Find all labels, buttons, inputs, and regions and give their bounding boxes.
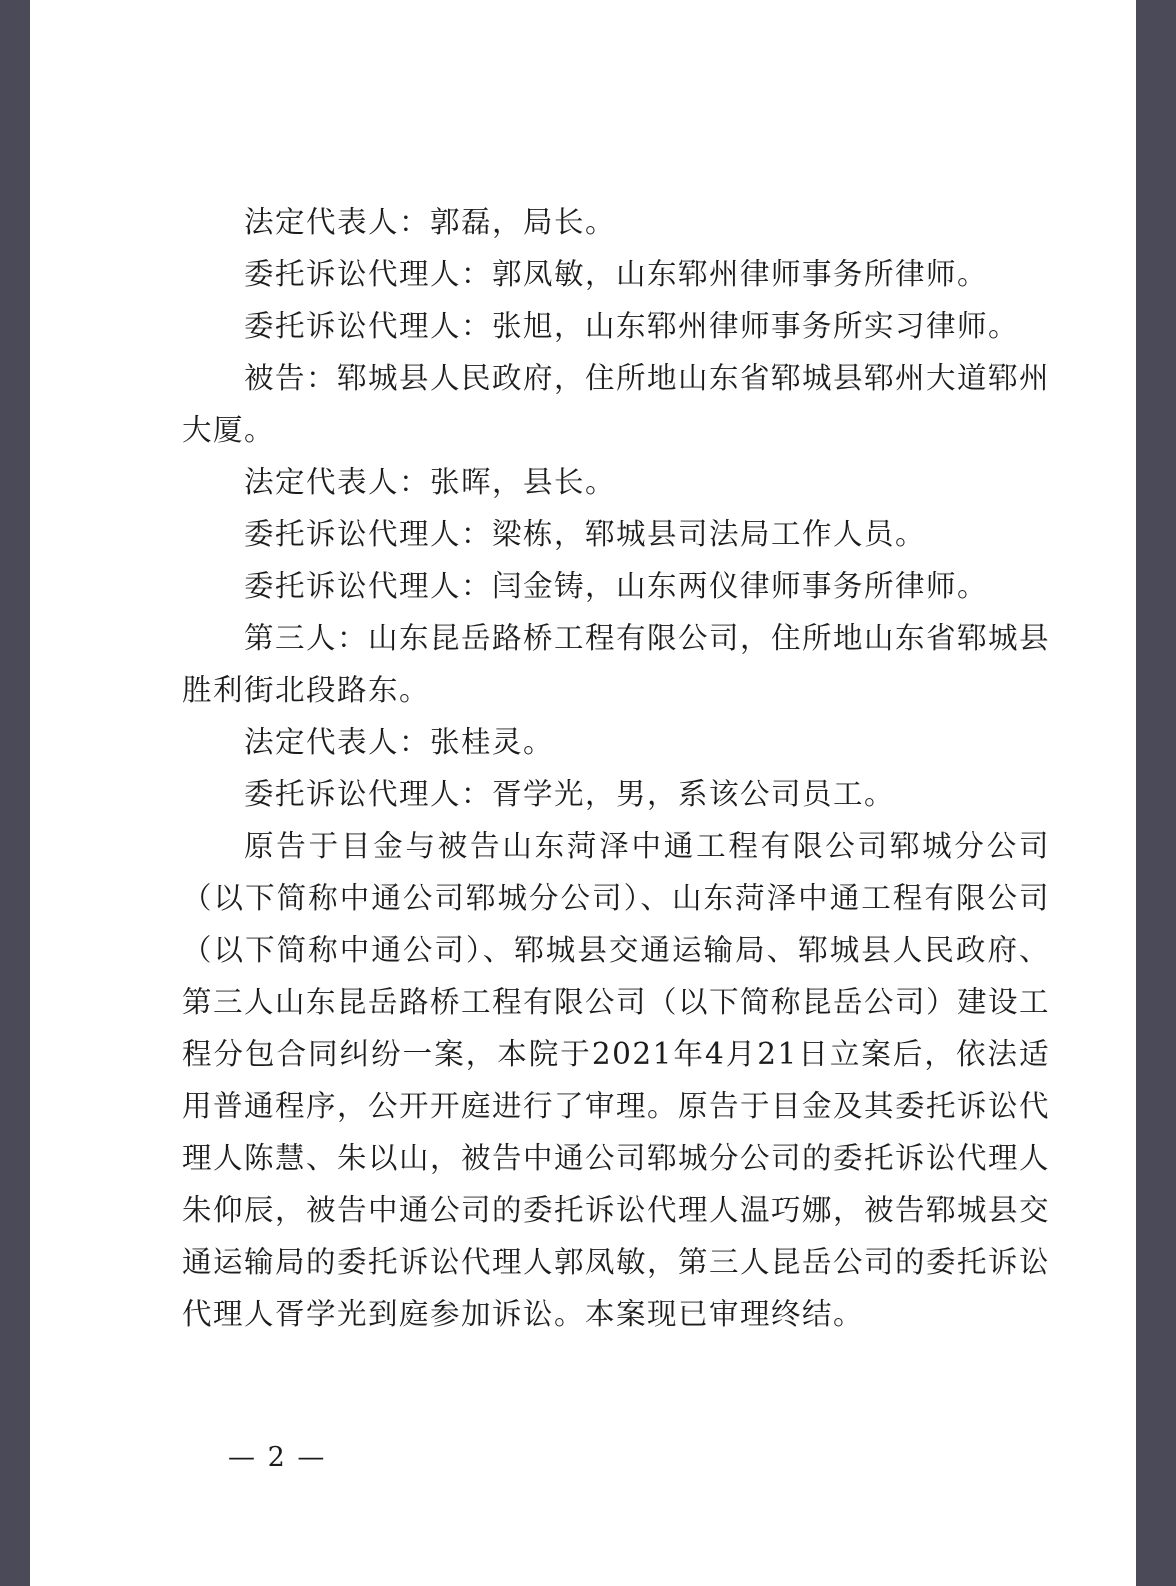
paragraph-legal-representative-3: 法定代表人：张桂灵。 [244, 725, 555, 759]
paragraph-agent-3: 委托诉讼代理人：梁栋，郓城县司法局工作人员。 [244, 517, 927, 551]
paragraph-agent-1: 委托诉讼代理人：郭凤敏，山东郓州律师事务所律师。 [244, 257, 989, 291]
paragraph-agent-5: 委托诉讼代理人：胥学光，男，系该公司员工。 [244, 777, 896, 811]
paragraph-agent-2: 委托诉讼代理人：张旭，山东郓州律师事务所实习律师。 [244, 309, 1020, 343]
paragraph-case-summary: 原告于目金与被告山东菏泽中通工程有限公司郓城分公司（以下简称中通公司郓城分公司）、山东菏泽中通工程有限公司（以下简称中通公司）、郓城县交通运输局、郓城县人民政府、第三人山东昆岳路桥工程有限公司（以下简称昆岳公司）建设工程分包合同纠纷一案，本院于2021年4月21日立案后，依法适用普通程序，公开开庭进行了审理。原告于目金及其委托诉讼代理人陈慧、朱以山，被告中通公司郓城分公司的委托诉讼代理人朱仰辰，被告中通公司的委托诉讼代理人温巧娜，被告郓城县交通运输局的委托诉讼代理人郭凤敏，第三人昆岳公司的委托诉讼代理人胥学光到庭参加诉讼。本案现已审理终结。 [182, 829, 1051, 1331]
paragraph-legal-representative-2: 法定代表人：张晖，县长。 [244, 465, 617, 499]
paragraph-agent-4: 委托诉讼代理人：闫金铸，山东两仪律师事务所律师。 [244, 569, 989, 603]
paragraph-legal-representative-1: 法定代表人：郭磊，局长。 [244, 205, 617, 239]
paragraph-third-party: 第三人：山东昆岳路桥工程有限公司，住所地山东省郓城县胜利街北段路东。 [182, 621, 1051, 707]
paragraph-defendant-government: 被告：郓城县人民政府，住所地山东省郓城县郓州大道郓州大厦。 [182, 361, 1051, 447]
document-body [182, 196, 1050, 1340]
page-number: — 2 — [228, 1442, 327, 1473]
document-page [30, 0, 1136, 1586]
